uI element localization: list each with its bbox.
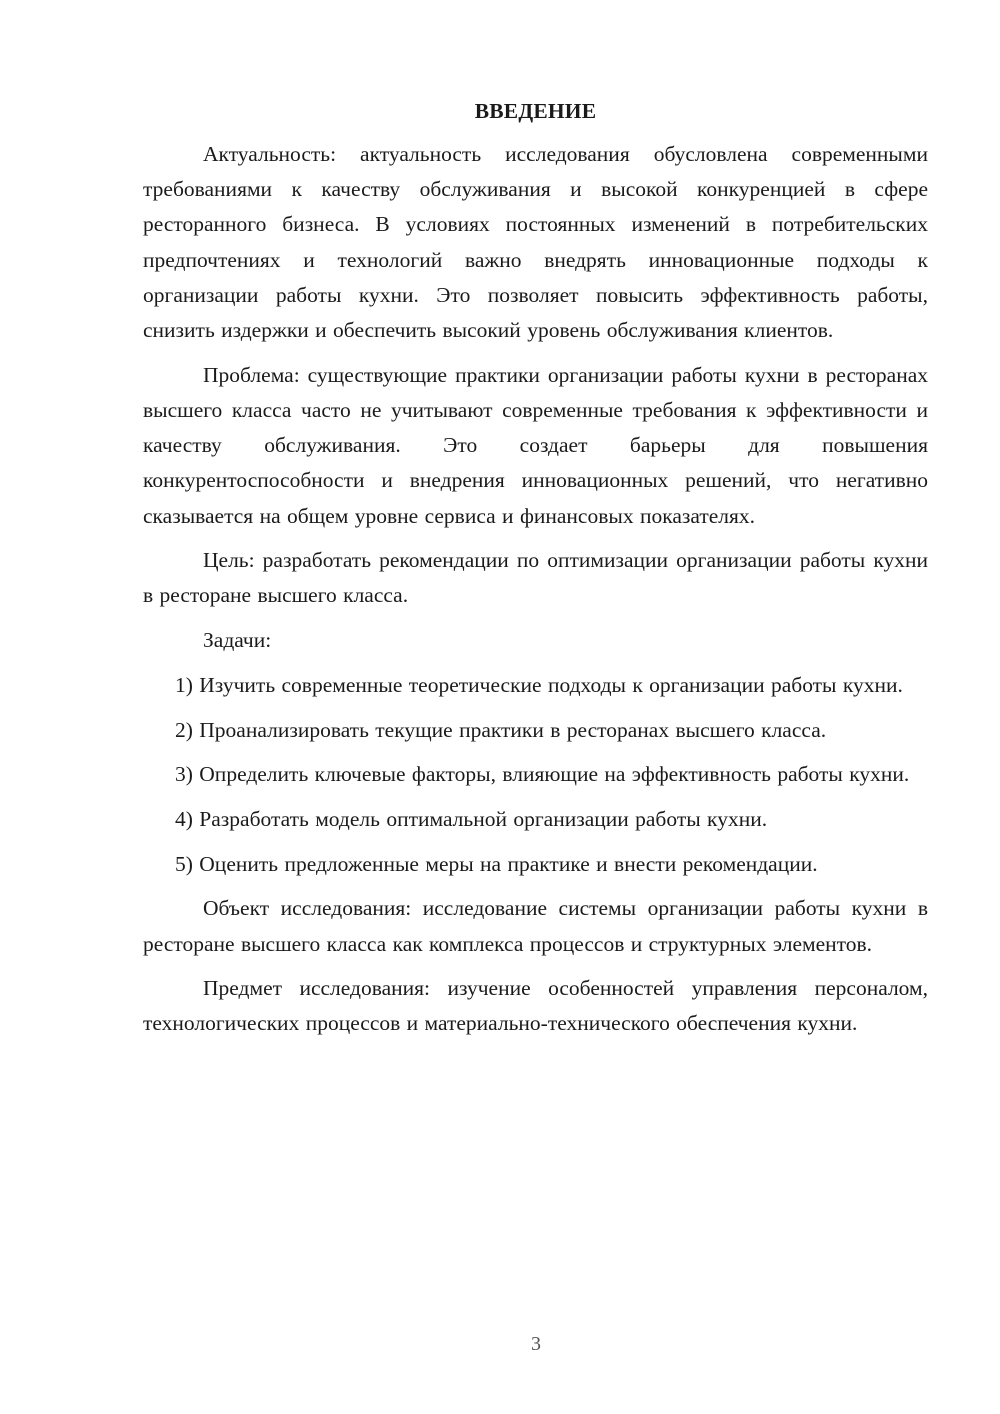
document-page: [143, 93, 928, 1051]
task-item-2: 2) Проанализировать текущие практики в ресторанах высшего класса.: [175, 717, 827, 742]
page-number: 3: [531, 1333, 541, 1355]
paragraph-goal: Цель: разработать рекомендации по оптимизации организации работы кухни в ресторане высшего класса.: [143, 548, 928, 608]
paragraph-subject: Предмет исследования: изучение особенностей управления персоналом, технологических процессов и материально-технического обеспечения кухни.: [143, 976, 928, 1036]
tasks-heading: Задачи:: [203, 628, 272, 653]
paragraph-problem: Проблема: существующие практики организации работы кухни в ресторанах высшего класса часто не учитывают современные требования к эффективности и качеству обслуживания. Это создает барьеры для повышения конкурентоспособности и внедрения инновационных решений, что негативно сказывается на общем уровне сервиса и финансовых показателях.: [143, 362, 928, 528]
task-item-4: 4) Разработать модель оптимальной организации работы кухни.: [175, 806, 768, 831]
paragraph-relevance: Актуальность: актуальность исследования обусловлена современными требованиями к качеству обслуживания и высокой конкуренцией в сфере ресторанного бизнеса. В условиях постоянных изменений в потребительских предпочтениях и технологий важно внедрять инновационные подходы к организации работы кухни. Это позволяет повысить эффективность работы, снизить издержки и обеспечить высокий уровень обслуживания клиентов.: [143, 142, 928, 343]
paragraph-object: Объект исследования: исследование системы организации работы кухни в ресторане высшего класса как комплекса процессов и структурных элементов.: [143, 896, 928, 956]
task-item-3: 3) Определить ключевые факторы, влияющие на эффективность работы кухни.: [175, 762, 910, 787]
task-item-5: 5) Оценить предложенные меры на практике и внести рекомендации.: [175, 851, 818, 876]
section-title: ВВЕДЕНИЕ: [474, 99, 597, 123]
task-item-1: 1) Изучить современные теоретические подходы к организации работы кухни.: [175, 672, 903, 697]
